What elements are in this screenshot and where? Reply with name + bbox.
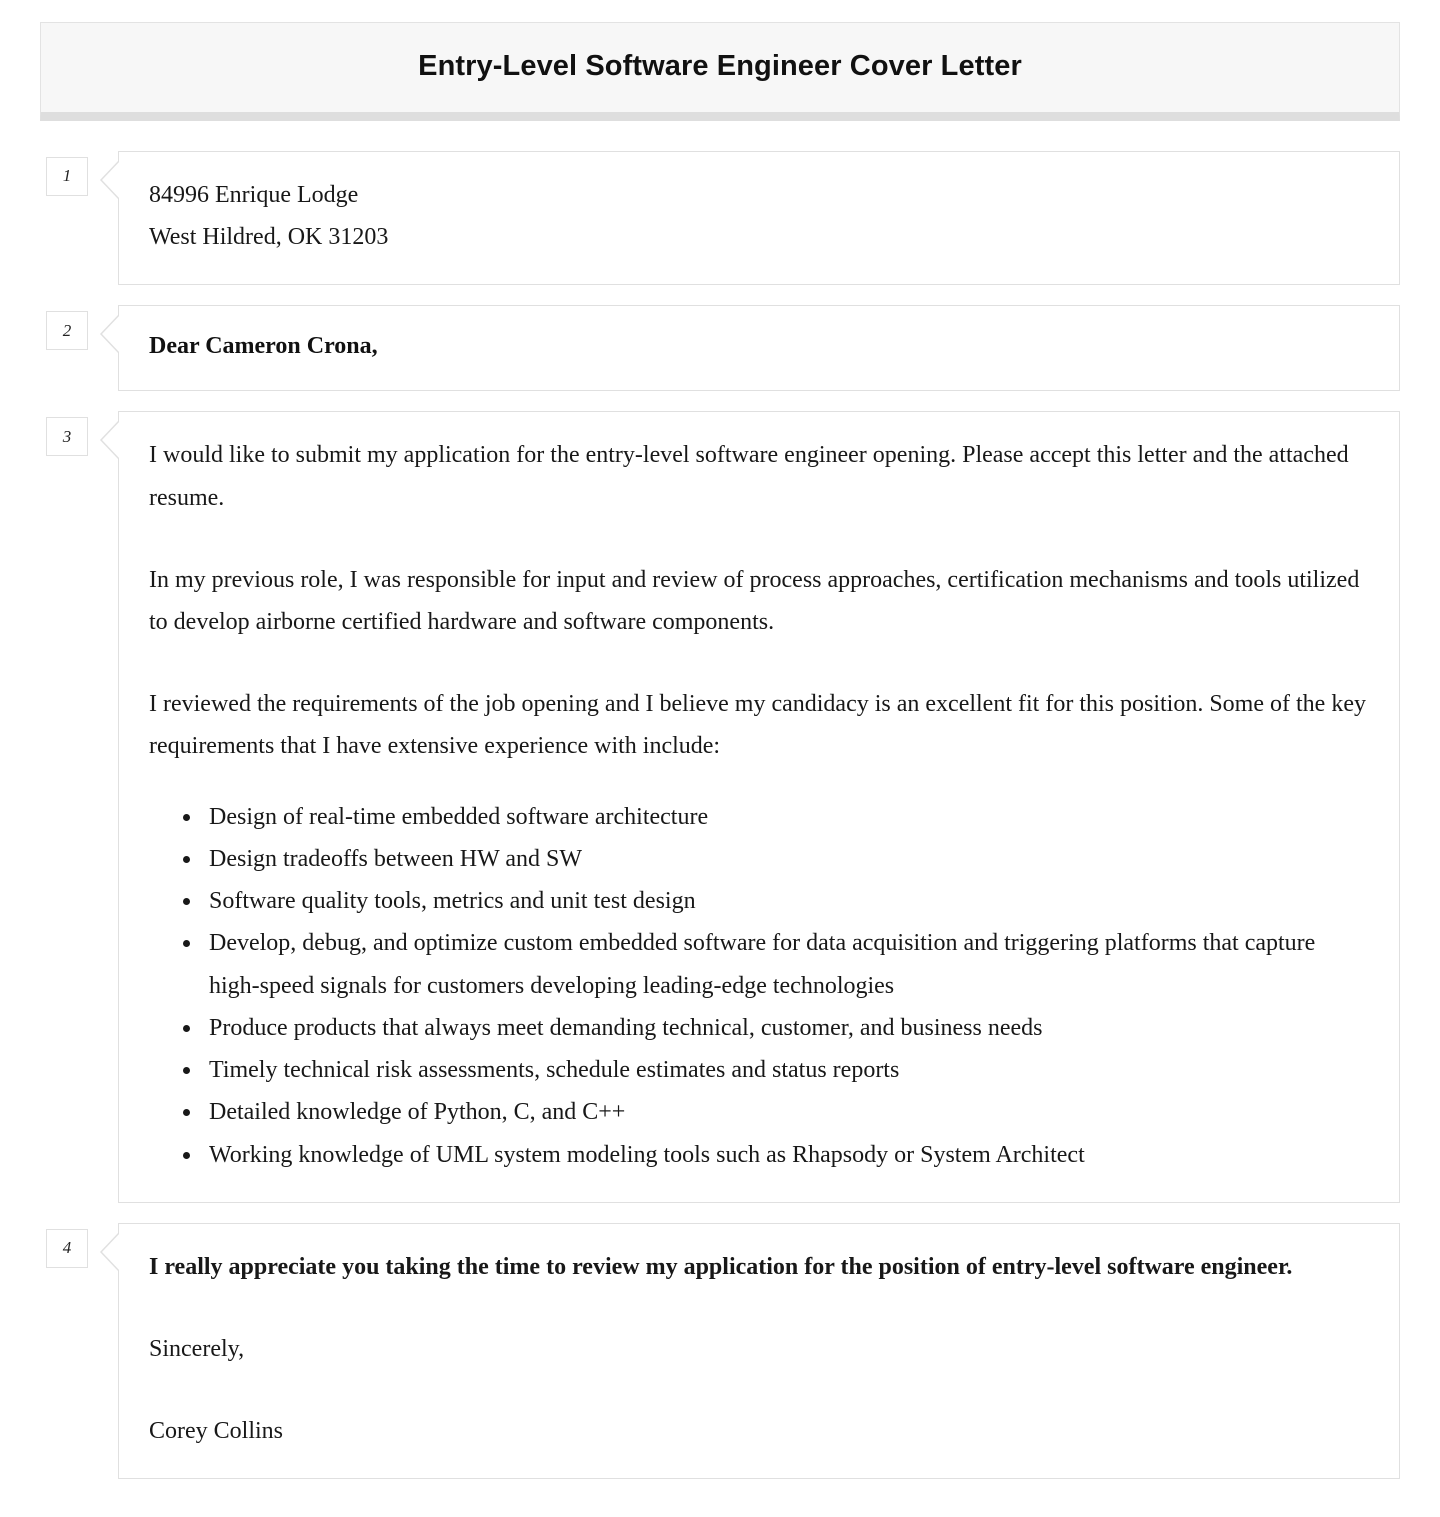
closing-content <box>149 1246 1369 1453</box>
section-salutation <box>40 305 1400 391</box>
document-header <box>40 22 1400 121</box>
sender-name: Corey Collins <box>149 1418 284 1445</box>
section-body-sender-address[interactable] <box>118 151 1400 285</box>
section-body-salutation[interactable] <box>118 305 1400 391</box>
letter-body-content <box>149 434 1369 1176</box>
section-closing <box>40 1223 1400 1480</box>
page-title: Entry-Level Software Engineer Cover Letter <box>418 50 1022 82</box>
cover-letter-page <box>0 22 1440 1517</box>
list-item: • Detailed knowledge of Python, C, and C++ <box>203 1091 1369 1133</box>
list-item: • Develop, debug, and optimize custom embedded software for data acquisition and triggering platforms that capture high-speed signals for customers developing leading-edge technologies <box>203 922 1369 1006</box>
section-body-letter-body[interactable] <box>118 411 1400 1203</box>
requirements-list <box>149 796 1369 1176</box>
section-letter-body <box>40 411 1400 1203</box>
list-item: • Produce products that always meet demanding technical, customer, and business needs <box>203 1007 1369 1049</box>
sign-off: Sincerely, <box>149 1336 245 1363</box>
body-paragraph-2: In my previous role, I was responsible for input and review of process approaches, certification mechanisms and tools utilized to develop airborne certified hardware and software components. <box>149 566 1360 635</box>
section-marker-4[interactable]: 4 <box>46 1229 88 1268</box>
address-line-2: West Hildred, OK 31203 <box>149 224 389 251</box>
list-item: • Design of real-time embedded software architecture <box>203 796 1369 838</box>
list-item: • Working knowledge of UML system modeling tools such as Rhapsody or System Architect <box>203 1134 1369 1176</box>
body-paragraph-3: I reviewed the requirements of the job opening and I believe my candidacy is an excellent fit for this position. Some of the key requirements that I have extensive experience with include: <box>149 691 1366 760</box>
salutation-content <box>149 328 1369 364</box>
section-marker-3[interactable]: 3 <box>46 417 88 456</box>
section-marker-2[interactable]: 2 <box>46 311 88 350</box>
salutation-text: Dear Cameron Crona, <box>149 333 378 360</box>
sections-list <box>0 151 1440 1480</box>
section-marker-1[interactable]: 1 <box>46 157 88 196</box>
closing-thanks: I really appreciate you taking the time to review my application for the position of entry-level software engineer. <box>149 1253 1293 1280</box>
section-sender-address <box>40 151 1400 285</box>
list-item: • Design tradeoffs between HW and SW <box>203 838 1369 880</box>
body-paragraph-1: I would like to submit my application for the entry-level software engineer opening. Please accept this letter and the attached resume. <box>149 442 1349 511</box>
sender-address-content <box>149 174 1369 258</box>
address-line-1: 84996 Enrique Lodge <box>149 181 359 208</box>
list-item: • Software quality tools, metrics and unit test design <box>203 880 1369 922</box>
section-body-closing[interactable] <box>118 1223 1400 1480</box>
list-item: • Timely technical risk assessments, schedule estimates and status reports <box>203 1049 1369 1091</box>
